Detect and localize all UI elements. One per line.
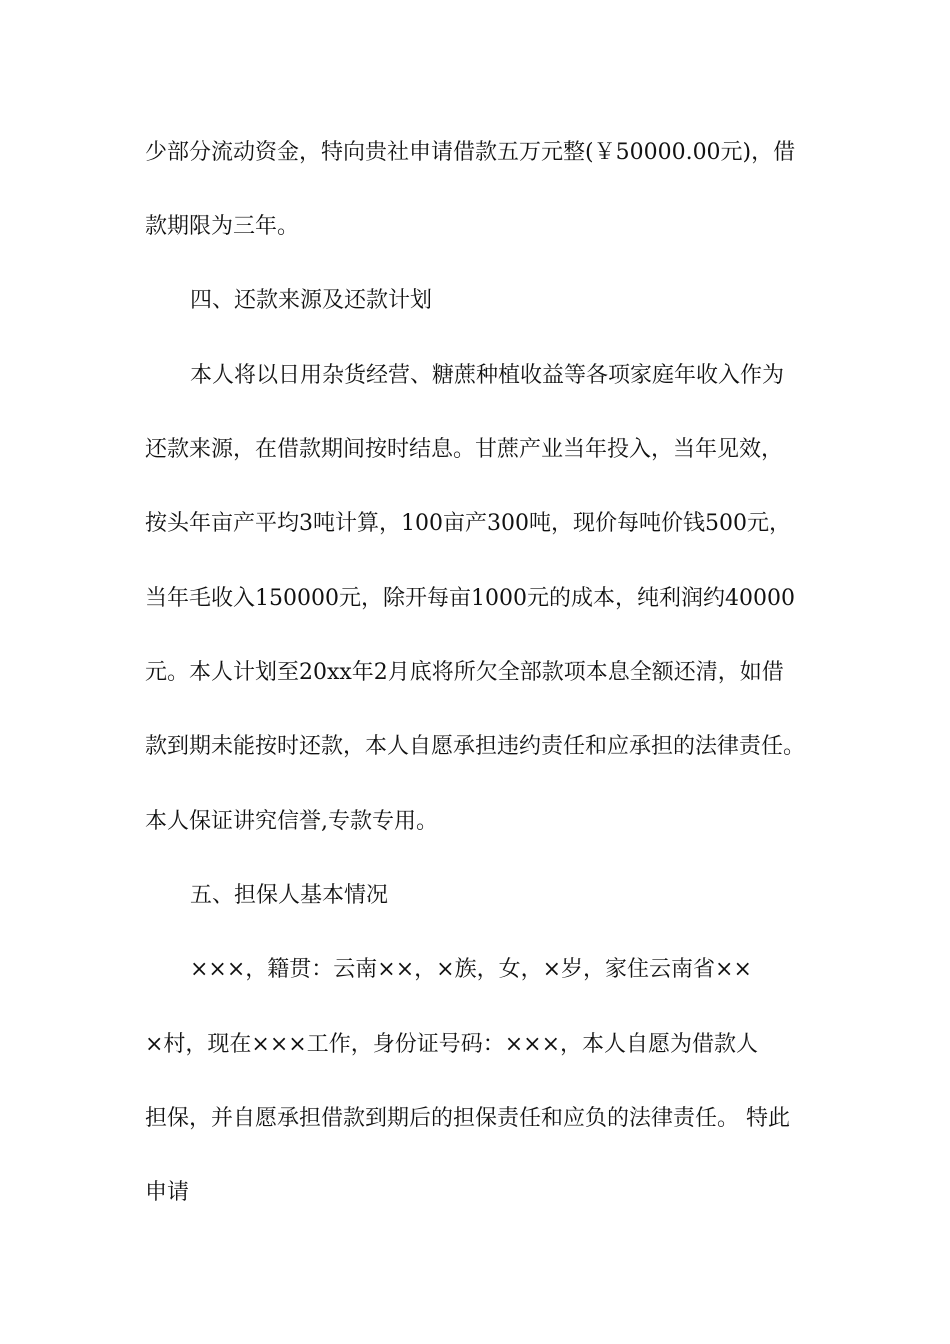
text-line: 担保，并自愿承担借款到期后的担保责任和应负的法律责任。 特此 (145, 1106, 790, 1131)
text-line: 少部分流动资金，特向贵社申请借款五万元整(￥50000.00元)，借 (145, 140, 796, 165)
section-heading: 五、担保人基本情况 (190, 883, 389, 908)
text-line: 款期限为三年。 (145, 214, 300, 239)
text-line: 款到期未能按时还款，本人自愿承担违约责任和应承担的法律责任。 (145, 734, 806, 759)
text-line: ×××，籍贯：云南××，×族，女，×岁，家住云南省×× (190, 957, 752, 982)
text-line: 还款来源，在借款期间按时结息。甘蔗产业当年投入，当年见效， (145, 437, 784, 462)
text-line: 当年毛收入150000元，除开每亩1000元的成本，纯利润约40000 (145, 586, 795, 611)
text-line: 本人将以日用杂货经营、糖蔗种植收益等各项家庭年收入作为 (190, 363, 785, 388)
text-line: 按头年亩产平均3吨计算，100亩产300吨，现价每吨价钱500元， (145, 511, 791, 536)
text-line: 本人保证讲究信誉,专款专用。 (145, 809, 438, 834)
section-heading: 四、还款来源及还款计划 (190, 288, 433, 313)
text-line: ×村，现在×××工作，身份证号码：×××，本人自愿为借款人 (145, 1032, 759, 1057)
text-line: 元。本人计划至20xx年2月底将所欠全部款项本息全额还清，如借 (145, 660, 784, 685)
text-line: 申请 (145, 1180, 190, 1205)
